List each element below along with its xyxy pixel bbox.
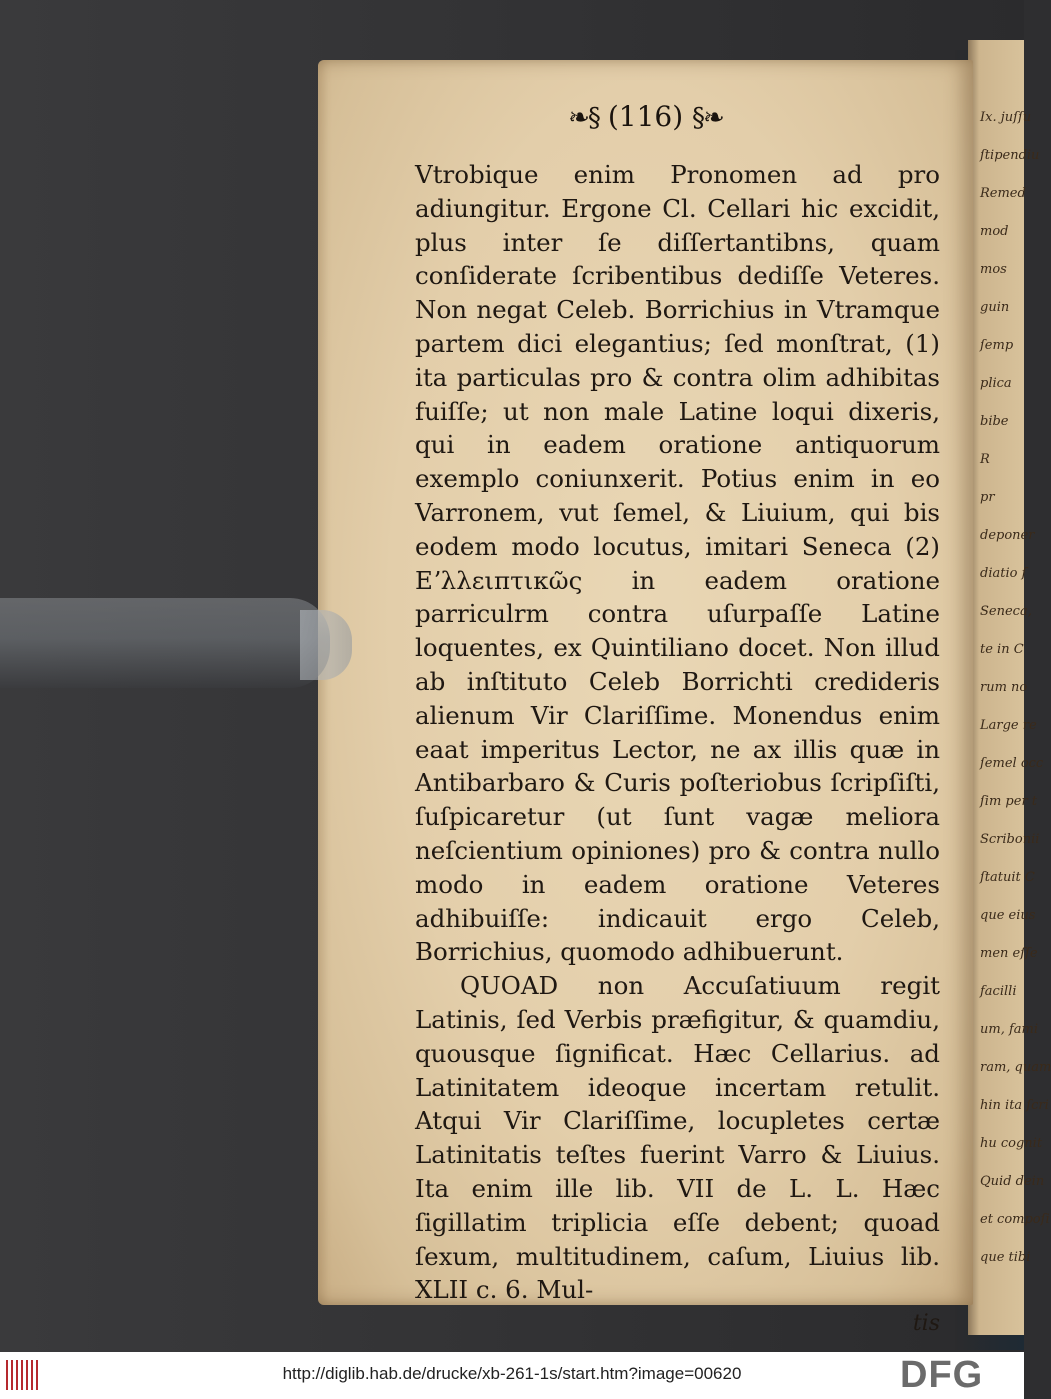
facing-page-fragment: ram, quam <box>980 1060 1051 1075</box>
dfg-logo: DFG <box>900 1354 984 1396</box>
body-text <box>415 158 940 1341</box>
facing-page-fragment: hin ita ſcri <box>980 1098 1049 1113</box>
facing-page-fragment: Seneca, <box>980 604 1032 619</box>
facing-page-fragment: R <box>980 452 990 467</box>
viewer-footer <box>0 1352 1024 1399</box>
page-clamp-tip <box>300 610 352 680</box>
footer-url[interactable]: http://diglib.hab.de/drucke/xb-261-1s/start.htm?image=00620 <box>282 1364 742 1383</box>
facing-page-fragment: pr <box>980 490 995 505</box>
facing-page-fragment: Scribonii <box>980 832 1040 847</box>
facing-page-fragment: guin <box>980 300 1010 315</box>
paragraph-2: QUOAD non Accuſatiuum regit Latinis, ſed Verbis præfigitur, & quamdiu, quousque ſignificat. Hæc Cellarius. ad Latinitatem ideoque incertam retulit. Atqui Vir Clariſſime, locupletes certæ Latinitatis teſtes fuerint Varro & Liuius. Ita enim ille lib. VII de L. L. Hæc ſigillatim triplicia eſſe debent; quoad ſexum, multitudinem, caſum, Liuius lib. XLII c. 6. Mul- <box>415 971 940 1305</box>
facing-page-fragment: facilli <box>980 984 1017 999</box>
ornament-right-icon: §❧ <box>692 103 723 133</box>
page-number: (116) <box>607 100 684 133</box>
facing-page-fragment: et compoſi <box>980 1212 1050 1227</box>
facing-page-fragment: Large re <box>980 718 1037 733</box>
facing-page-fragment: bibe <box>980 414 1009 429</box>
facing-page-fragment: deponer <box>980 528 1035 543</box>
catchword: tis <box>912 1311 940 1337</box>
facing-page-fragment: plica <box>980 376 1012 391</box>
facing-page-fragment: que tibi <box>980 1250 1031 1265</box>
facing-page-fragment: men eſſe <box>980 946 1038 961</box>
facing-page-fragment: que eius <box>980 908 1036 923</box>
facing-page-fragment: diatio ſ <box>980 566 1027 581</box>
facing-page-fragment: rum no <box>980 680 1028 695</box>
facing-page-fragment: mos <box>980 262 1007 277</box>
facing-page-fragment: Ix. juſſu <box>980 110 1032 125</box>
facing-page-fragment: ſtipendiu <box>980 148 1040 163</box>
page-clamp <box>0 598 330 688</box>
facing-page-fragment: um, fami <box>980 1022 1039 1037</box>
facing-page-fragment: ſim per t <box>980 794 1038 809</box>
facing-page-fragment: hu cognit <box>980 1136 1043 1151</box>
book-page <box>318 60 973 1337</box>
ornament-left-icon: ❧§ <box>568 103 599 133</box>
page-header <box>318 100 973 133</box>
facing-page-fragment: ſemel occ <box>980 756 1044 771</box>
facing-page-fragment: ſemp <box>980 338 1014 353</box>
facing-page-fragment: mod <box>980 224 1009 239</box>
facing-page-fragment: ſtatuit C <box>980 870 1035 885</box>
facing-page-fragment: Quid dein <box>980 1174 1045 1189</box>
facing-page-fragment: te in C <box>980 642 1024 657</box>
facing-page-fragment: Remed <box>980 186 1026 201</box>
facing-page-edge <box>968 40 1051 1335</box>
paragraph-1: Vtrobique enim Pronomen ad pro adiungitur. Ergone Cl. Cellari hic excidit, plus inter ſe diſſertantibns, quam conſiderate ſcribentibus dediſſe Veteres. Non negat Celeb. Borrichius in Vtramque partem dici elegantius; ſed monſtrat, (1) ita particulas pro & contra olim adhibitas fuiſſe; ut non male Latine loqui dixeris, qui in eadem oratione antiquorum exemplo coniunxerit. Potius enim in eo Varronem, vut ſemel, & Liuium, qui bis eodem modo locutus, imitari Seneca (2) Eʼλλειπτικῶς in eadem oratione parriculrm contra uſurpaſſe Latine loquentes, ex Quintiliano docet. Non illud ab inſtituto Celeb Borrichti credideris alienum Vir Clariſſime. Monendus enim eaat imperitus Lector, ne ax illis quæ in Antibarbaro & Curis poſteriobus ſcripſiſti, ſuſpicaretur (ut ſunt vagæ meliora neſcientium opiniones) pro & contra nullo modo in eadem oratione Veteres adhibuiſſe: indicauit ergo Celeb, Borrichius, quomodo adhibuerunt. <box>415 160 940 967</box>
